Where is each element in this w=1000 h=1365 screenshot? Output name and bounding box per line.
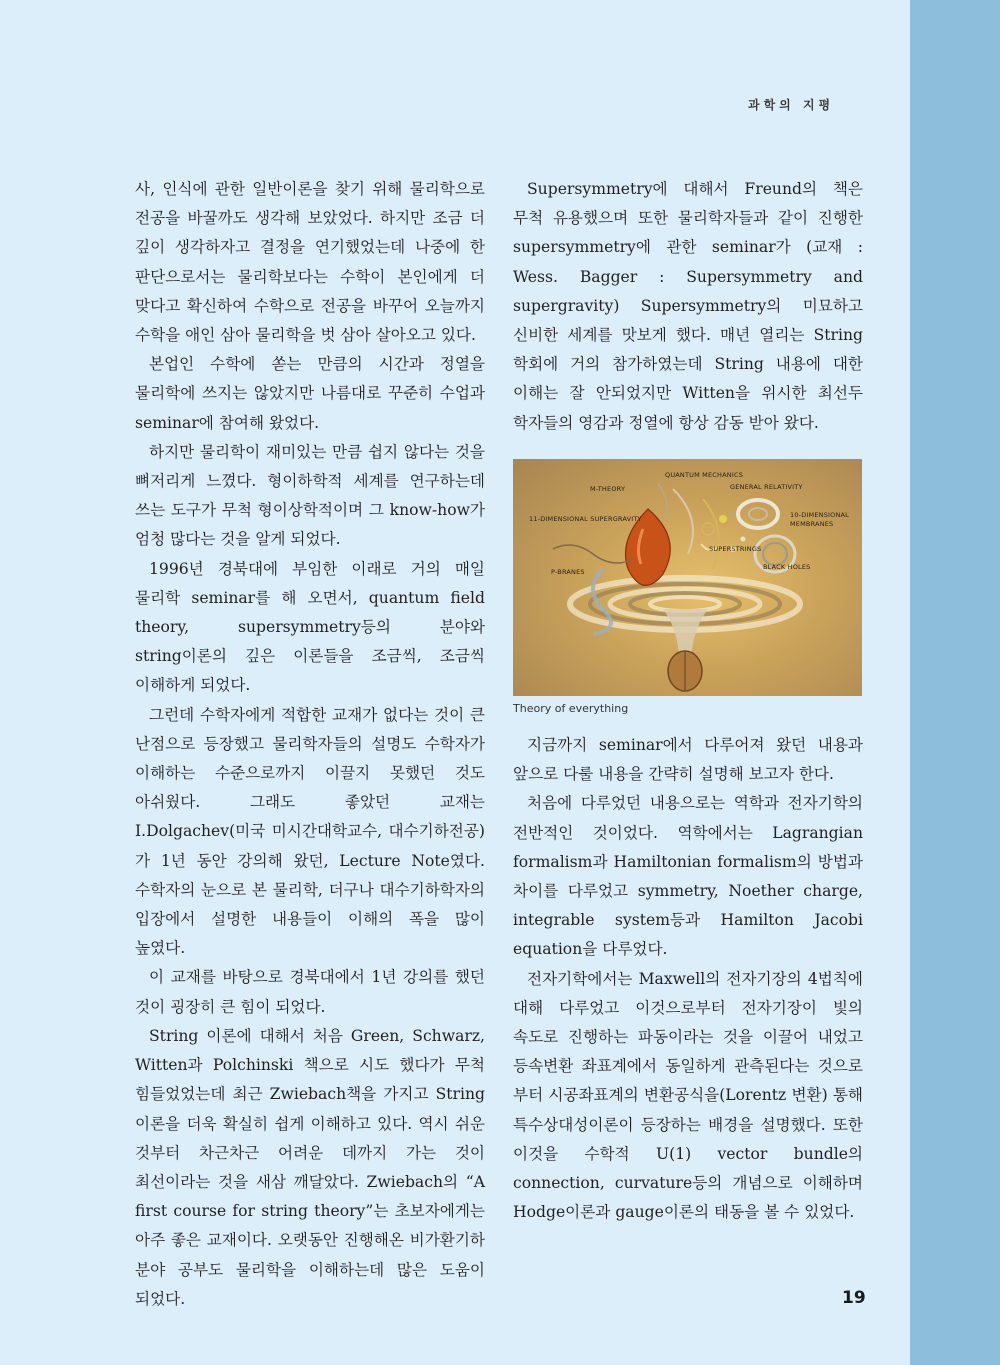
figure-label-general-relativity: GENERAL RELATIVITY bbox=[730, 483, 803, 491]
left-column bbox=[135, 175, 485, 1314]
figure-caption: Theory of everything bbox=[513, 702, 629, 715]
paragraph: Supersymmetry에 대해서 Freund의 책은 무척 유용했으며 또한 물리학자들과 같이 진행한 supersymmetry에 관한 seminar가 (교재 : Wess. Bagger : Supersymmetry and supergravity) Supersymmetry의 미묘하고 신비한 세계를 맛보게 했다. 매년 열리는 String 학회에 거의 참가하였는데 String 내용에 대한 이해는 잘 안되었지만 Witten을 위시한 최선두 학자들의 영감과 정열에 항상 감동 받아 왔다. bbox=[513, 180, 863, 432]
right-column-top bbox=[513, 175, 863, 438]
figure-label-supergravity: 11-DIMENSIONAL SUPERGRAVITY bbox=[529, 515, 642, 523]
paragraph: 처음에 다루었던 내용으로는 역학과 전자기학의 전반적인 것이었다. 역학에서는 Lagrangian formalism과 Hamiltonian formalism의 방법과 차이를 다루었고 symmetry, Noether charge, integrable system등과 Hamilton Jacobi equation을 다루었다. bbox=[513, 794, 863, 959]
figure-label-p-branes: P-BRANES bbox=[551, 568, 585, 576]
paragraph: 이 교재를 바탕으로 경북대에서 1년 강의를 했던 것이 굉장히 큰 힘이 되었다. bbox=[135, 968, 485, 1016]
figure-label-black-holes: BLACK HOLES bbox=[763, 563, 811, 571]
figure-label-membranes: MEMBRANES bbox=[790, 520, 834, 528]
paragraph: 사, 인식에 관한 일반이론을 찾기 위해 물리학으로 전공을 바꿀까도 생각해 보았었다. 하지만 조금 더 깊이 생각하자고 결정을 연기했었는데 나중에 한 판단으로서는 물리학보다는 수학이 본인에게 더 맞다고 확신하여 수학으로 전공을 바꾸어 오늘까지 수학을 애인 삼아 물리학을 벗 삼아 살아오고 있다. bbox=[135, 180, 485, 345]
figure-label-quantum-mechanics: QUANTUM MECHANICS bbox=[665, 471, 744, 479]
paragraph: 지금까지 seminar에서 다루어져 왔던 내용과 앞으로 다룰 내용을 간략히 설명해 보고자 한다. bbox=[513, 736, 863, 784]
figure-label-superstrings: SUPERSTRINGS bbox=[709, 545, 762, 553]
page-number: 19 bbox=[842, 1288, 866, 1308]
paragraph: 1996년 경북대에 부임한 이래로 거의 매일 물리학 seminar를 해 오면서, quantum field theory, supersymmetry등의 분야와 string이론의 깊은 이론들을 조금씩, 조금씩 이해하게 되었다. bbox=[135, 559, 485, 695]
right-column-bottom bbox=[513, 731, 863, 1227]
figure-label-10d: 10-DIMENSIONAL bbox=[790, 511, 850, 519]
paragraph: String 이론에 대해서 처음 Green, Schwarz, Witten과 Polchinski 책으로 시도 했다가 무척 힘들었었는데 최근 Zwiebach책을 가지고 String 이론을 더욱 확실히 쉽게 이해하고 있다. 역시 쉬운 것부터 차근차근 어려운 데까지 가는 것이 최선이라는 것을 새삼 깨달았다. Zwiebach의 “A first course for string theory”는 초보자에게는 아주 좋은 교재이다. 오랫동안 진행해온 비가환기하 분야 공부도 물리학을 이해하는데 많은 도움이 되었다. bbox=[135, 1026, 485, 1308]
paragraph: 본업인 수학에 쏟는 만큼의 시간과 정열을 물리학에 쓰지는 않았지만 나름대로 꾸준히 수업과 seminar에 참여해 왔었다. bbox=[135, 355, 485, 432]
paragraph: 그런데 수학자에게 적합한 교재가 없다는 것이 큰 난점으로 등장했고 물리학자들의 설명도 수학자가 이해하는 수준으로까지 이끌지 못했던 것도 아쉬웠다. 그래도 좋았던 교재는 I.Dolgachev(미국 미시간대학교수, 대수기하전공)가 1년 동안 강의해 왔던, Lecture Note였다. 수학자의 눈으로 본 물리학, 더구나 대수기하학자의 입장에서 설명한 내용들이 이해의 폭을 많이 높였다. bbox=[135, 705, 485, 958]
theory-of-everything-figure bbox=[513, 459, 862, 696]
figure-label-m-theory: M-THEORY bbox=[590, 485, 626, 493]
figure-illustration bbox=[513, 459, 862, 696]
running-header: 과학의 지평 bbox=[748, 98, 835, 112]
paragraph: 하지만 물리학이 재미있는 만큼 쉽지 않다는 것을 뼈저리게 느꼈다. 형이하학적 세계를 연구하는데 쓰는 도구가 무척 형이상학적이며 그 know-how가 엄청 많다는 것을 알게 되었다. bbox=[135, 442, 485, 549]
paragraph: 전자기학에서는 Maxwell의 전자기장의 4법칙에 대해 다루었고 이것으로부터 전자기장이 빛의 속도로 진행하는 파동이라는 것을 이끌어 내었고 등속변환 좌표계에서 동일하게 관측된다는 것으로 부터 시공좌표계의 변환공식을(Lorentz 변환) 통해 특수상대성이론이 등장하는 배경을 설명했다. 또한 이것을 수학적 U(1) vector bundle의 connection, curvature등의 개념으로 이해하며 Hodge이론과 gauge이론의 태동을 볼 수 있었다. bbox=[513, 969, 863, 1222]
side-color-strip bbox=[910, 0, 1000, 1365]
